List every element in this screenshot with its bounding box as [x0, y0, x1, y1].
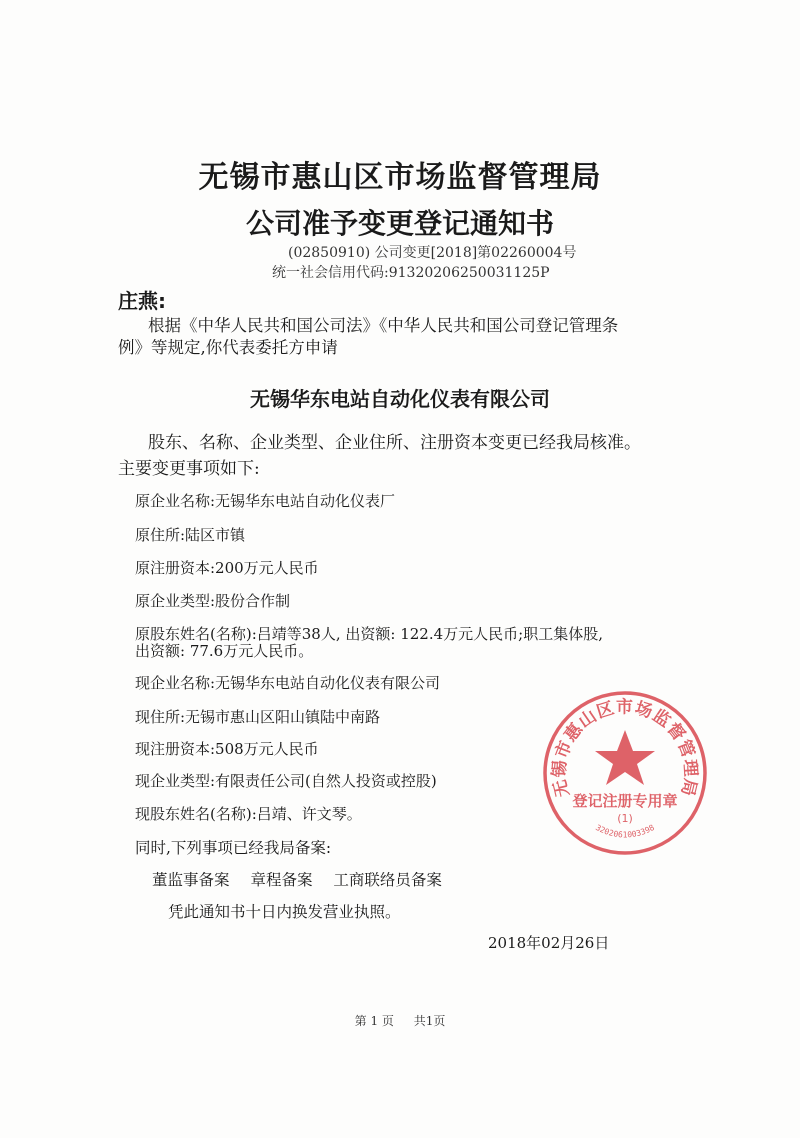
company-name: 无锡华东电站自动化仪表有限公司: [250, 387, 550, 411]
new-capital: 现注册资本:508万元人民币: [135, 740, 319, 758]
orig-address: 原住所:陆区市镇: [135, 526, 246, 544]
seal-outer-text: 无锡市惠山区市场监督管理局: [549, 697, 701, 799]
approval-line-2: 主要变更事项如下:: [118, 459, 260, 479]
filed-item: 章程备案: [250, 871, 313, 889]
new-company-type: 现企业类型:有限责任公司(自然人投资或控股): [135, 772, 437, 790]
issue-date: 2018年02月26日: [488, 934, 610, 952]
orig-capital: 原注册资本:200万元人民币: [135, 559, 319, 577]
document-title: 公司准予变更登记通知书: [245, 207, 554, 240]
validity-note: 凭此通知书十日内换发营业执照。: [168, 903, 401, 921]
recipient-name: 庄燕:: [118, 289, 166, 313]
filed-items-heading: 同时,下列事项已经我局备案:: [135, 839, 332, 857]
new-address: 现住所:无锡市惠山区阳山镇陆中南路: [135, 708, 381, 726]
new-shareholders: 现股东姓名(名称):吕靖、许文琴。: [135, 805, 362, 823]
orig-shareholders-line-2: 出资额: 77.6万元人民币。: [135, 642, 314, 660]
official-seal: [540, 688, 710, 858]
svg-text:3202061003398: [594, 823, 656, 840]
authority-title: 无锡市惠山区市场监督管理局: [198, 160, 602, 195]
credit-code: 统一社会信用代码:91320206250031125P: [272, 265, 550, 281]
seal-number: (1): [617, 812, 633, 825]
filed-item: 董监事备案: [152, 871, 230, 889]
approval-line-1: 股东、名称、企业类型、企业住所、注册资本变更已经我局核准。: [148, 433, 641, 453]
page-number: 第 1 页: [354, 1014, 394, 1028]
document-number: (02850910) 公司变更[2018]第02260004号: [288, 245, 577, 261]
seal-inner-text: 登记注册专用章: [572, 792, 678, 810]
page-footer: [0, 1012, 800, 1029]
seal-serial: 3202061003398: [594, 822, 656, 840]
filed-items-list: [152, 868, 458, 890]
orig-shareholders-line-1: 原股东姓名(名称):吕靖等38人, 出资额: 122.4万元人民币;职工集体股,: [135, 625, 603, 643]
page-total: 共1页: [413, 1014, 446, 1028]
new-company-name: 现企业名称:无锡华东电站自动化仪表有限公司: [135, 674, 441, 692]
orig-company-type: 原企业类型:股份合作制: [135, 592, 291, 610]
intro-line-1: 根据《中华人民共和国公司法》《中华人民共和国公司登记管理条: [148, 316, 619, 335]
filed-item: 工商联络员备案: [333, 871, 442, 889]
orig-company-name: 原企业名称:无锡华东电站自动化仪表厂: [135, 492, 396, 510]
intro-line-2: 例》等规定,你代表委托方申请: [118, 338, 338, 357]
intro-paragraph: [118, 315, 718, 359]
star-icon: [595, 730, 655, 785]
